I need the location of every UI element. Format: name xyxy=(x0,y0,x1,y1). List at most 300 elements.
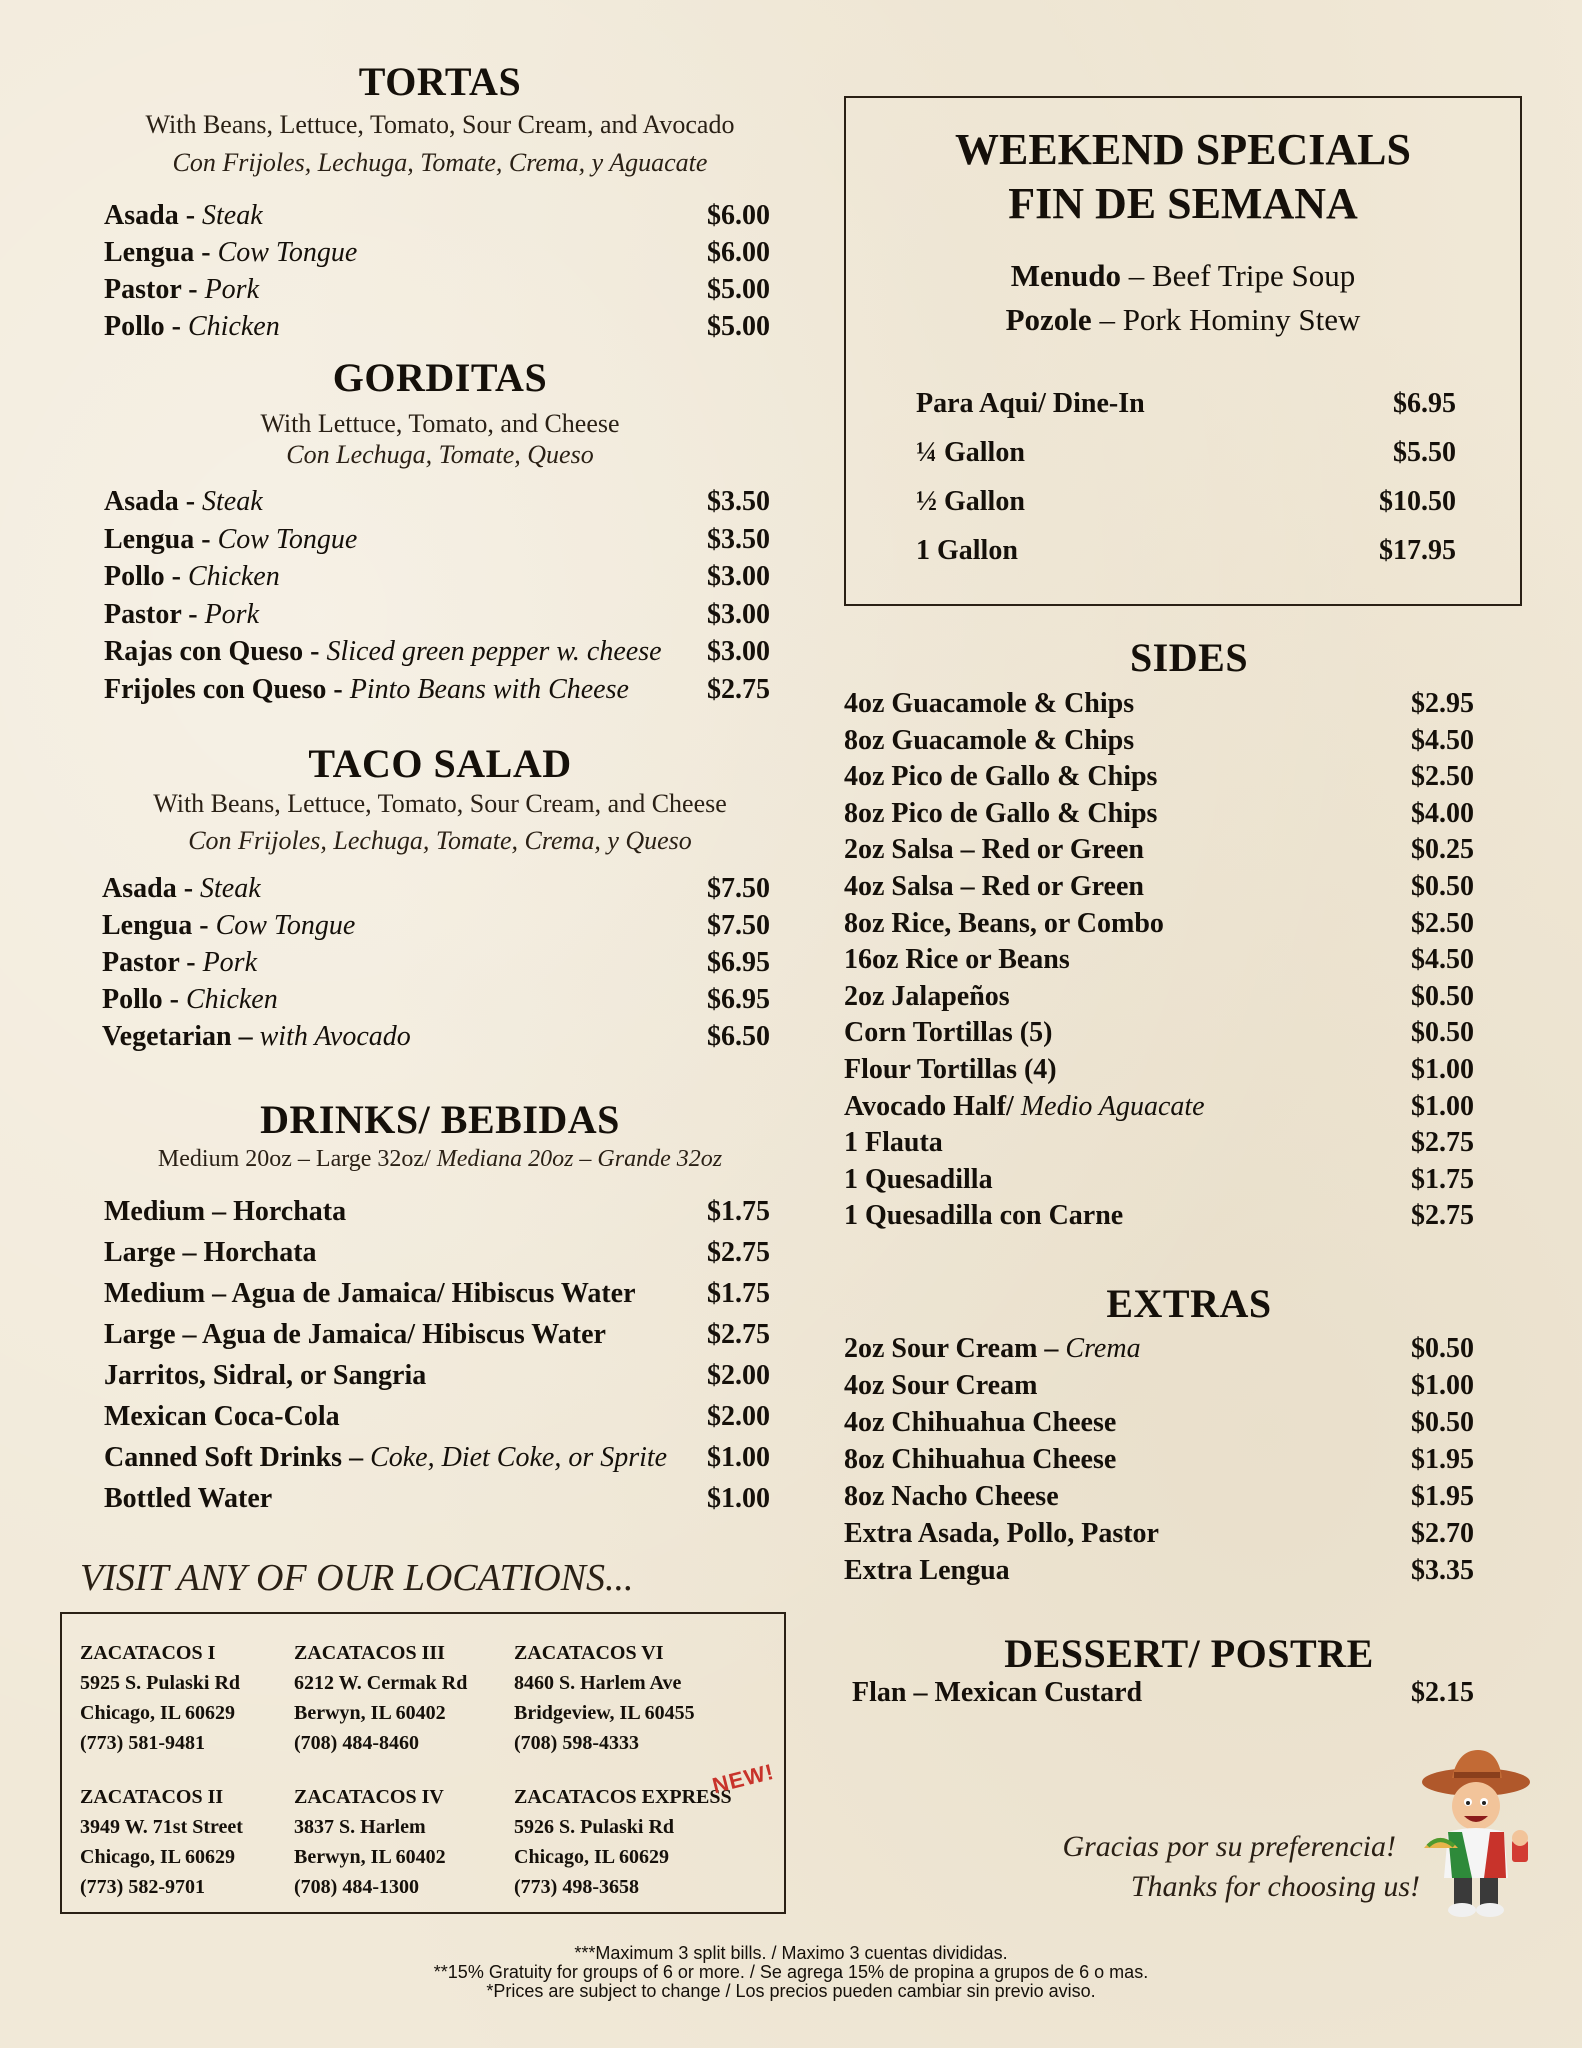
menu-item-title: Flan – Mexican Custard xyxy=(852,1677,1143,1708)
menu-item-name xyxy=(852,1677,1142,1709)
menu-item-price: $0.50 xyxy=(1411,1333,1474,1364)
menu-item-title: Asada xyxy=(104,200,179,231)
mascot-illustration xyxy=(1418,1748,1536,1920)
location-name: ZACATACOS I xyxy=(80,1642,216,1664)
menu-item-price: $1.00 xyxy=(707,1483,770,1514)
gorditas-title: GORDITAS xyxy=(332,355,548,400)
menu-item-title: Lengua xyxy=(104,523,195,555)
menu-item-description: with Avocado xyxy=(259,1021,411,1052)
menu-item xyxy=(104,200,770,237)
gorditas-list xyxy=(104,486,770,711)
menu-item-name xyxy=(844,1127,943,1159)
menu-item-name xyxy=(844,1091,1205,1123)
menu-item-name xyxy=(844,1017,1052,1049)
drinks-description-es: Mediana 20oz – Grande 32oz xyxy=(436,1146,723,1172)
menu-item xyxy=(104,1442,770,1483)
menu-item-price: $10.50 xyxy=(1379,486,1456,517)
menu-item-description: Pork xyxy=(202,947,258,978)
dessert-title: DESSERT/ POSTRE xyxy=(1004,1631,1374,1676)
menu-item-price: $3.50 xyxy=(707,486,770,517)
menu-item-name xyxy=(844,725,1134,757)
menu-item xyxy=(104,1278,770,1319)
menu-item-price: $2.50 xyxy=(1411,907,1474,939)
menu-item-title: Asada xyxy=(104,486,179,517)
menu-item xyxy=(852,1677,1474,1714)
menu-item-description: Medio Aguacate xyxy=(1020,1090,1205,1122)
menu-item xyxy=(844,834,1474,871)
tortas-title: TORTAS xyxy=(358,59,522,104)
location-street: 8460 S. Harlem Ave xyxy=(514,1672,682,1694)
menu-item-title: 2oz Salsa – Red or Green xyxy=(844,834,1144,866)
location-street: 5925 S. Pulaski Rd xyxy=(80,1672,241,1694)
menu-item-title: Frijoles con Queso xyxy=(104,673,327,705)
menu-item xyxy=(102,1021,770,1058)
menu-item-name xyxy=(916,437,1025,469)
menu-item-price: $0.50 xyxy=(1411,870,1474,902)
menu-item-price: $2.75 xyxy=(1411,1200,1474,1232)
pozole-name: Pozole xyxy=(1005,302,1092,337)
location-card xyxy=(514,1782,732,1902)
menu-item-title: Corn Tortillas (5) xyxy=(844,1017,1053,1049)
menu-item xyxy=(104,674,770,712)
location-street: 5926 S. Pulaski Rd xyxy=(514,1816,675,1838)
gorditas-description: With Lettuce, Tomato, and Cheese xyxy=(260,409,620,438)
weekend-dish-menudo xyxy=(846,258,1520,294)
menu-item xyxy=(844,761,1474,798)
locations-heading: VISIT ANY OF OUR LOCATIONS... xyxy=(80,1557,634,1599)
menu-item xyxy=(844,798,1474,835)
location-city: Bridgeview, IL 60455 xyxy=(514,1702,695,1724)
location-name: ZACATACOS IV xyxy=(294,1786,444,1808)
menu-item xyxy=(916,437,1456,486)
menu-item-price: $1.95 xyxy=(1411,1444,1474,1475)
menu-item xyxy=(844,725,1474,762)
menu-item xyxy=(844,981,1474,1018)
location-city: Berwyn, IL 60402 xyxy=(294,1846,446,1868)
menu-item-price: $5.00 xyxy=(707,274,770,305)
menu-item-separator: - xyxy=(176,873,201,904)
menu-item xyxy=(104,237,770,274)
menu-item-name xyxy=(104,1237,317,1269)
menu-item-price: $5.50 xyxy=(1393,437,1456,468)
menu-item-price: $2.75 xyxy=(707,673,770,705)
menu-item-name xyxy=(104,674,629,706)
menu-item-price: $0.50 xyxy=(1411,1407,1474,1438)
menu-item xyxy=(102,947,770,984)
thanks-line-en: Thanks for choosing us! xyxy=(1130,1870,1420,1903)
menu-item-price: $3.50 xyxy=(707,523,770,555)
menu-item-name xyxy=(844,798,1157,830)
menu-item-name xyxy=(104,311,280,343)
menu-item-price: $4.00 xyxy=(1411,797,1474,829)
menu-item xyxy=(844,1200,1474,1237)
menu-item xyxy=(844,688,1474,725)
gorditas-description-es: Con Lechuga, Tomate, Queso xyxy=(286,440,594,469)
menu-item-name xyxy=(104,1319,606,1351)
menu-item-price: $2.50 xyxy=(1411,761,1474,793)
weekend-sizes-list xyxy=(916,388,1456,584)
menu-item xyxy=(844,1127,1474,1164)
menu-item-name xyxy=(844,1200,1123,1232)
new-badge: NEW! xyxy=(709,1758,777,1799)
location-card xyxy=(80,1638,240,1758)
menu-item-price: $2.00 xyxy=(707,1401,770,1432)
weekend-specials-box xyxy=(844,96,1522,606)
menu-item-price: $0.25 xyxy=(1411,834,1474,866)
menu-item-title: Pastor xyxy=(102,947,180,978)
menu-item xyxy=(844,1091,1474,1128)
menu-item-description: Steak xyxy=(202,486,263,517)
location-card xyxy=(514,1638,695,1758)
menu-item-separator: - xyxy=(178,200,203,231)
menu-item-title: 8oz Guacamole & Chips xyxy=(844,724,1135,756)
menu-item-price: $1.00 xyxy=(1411,1370,1474,1401)
menu-item xyxy=(844,1370,1474,1407)
menu-item-name xyxy=(104,486,263,518)
menu-item xyxy=(104,1483,770,1524)
menu-item-price: $2.15 xyxy=(1411,1677,1474,1708)
menu-item-separator: – xyxy=(342,1442,371,1473)
weekend-title-es: FIN DE SEMANA xyxy=(1008,179,1358,228)
menu-item-name xyxy=(844,981,1010,1013)
menu-item xyxy=(844,1054,1474,1091)
menu-item-price: $1.95 xyxy=(1411,1481,1474,1512)
menu-item-separator: - xyxy=(194,237,218,268)
menu-item-title: Pollo xyxy=(102,984,163,1015)
menu-item-price: $2.70 xyxy=(1411,1518,1474,1549)
menu-item xyxy=(104,636,770,674)
menu-item-price: $3.00 xyxy=(707,561,770,592)
menu-item-description: Chicken xyxy=(188,561,280,592)
menu-item-title: ½ Gallon xyxy=(916,486,1025,517)
menu-item-price: $1.00 xyxy=(1411,1090,1474,1122)
menu-item-title: Extra Asada, Pollo, Pastor xyxy=(844,1518,1159,1549)
menu-item-name xyxy=(104,1401,340,1433)
menu-item xyxy=(104,1196,770,1237)
menu-item xyxy=(104,524,770,562)
menu-item-price: $6.95 xyxy=(1393,388,1456,419)
menu-item-name xyxy=(844,761,1157,793)
menu-item-price: $5.00 xyxy=(707,311,770,342)
menu-item xyxy=(844,1555,1474,1592)
menu-item-price: $4.50 xyxy=(1411,944,1474,976)
menu-item xyxy=(916,486,1456,535)
menu-item-name xyxy=(102,947,257,979)
drinks-title: DRINKS/ BEBIDAS xyxy=(260,1097,620,1142)
menu-item-name xyxy=(916,388,1145,420)
location-city: Chicago, IL 60629 xyxy=(80,1702,236,1724)
menu-item-name xyxy=(844,1164,993,1196)
menu-item-title: Rajas con Queso xyxy=(104,636,304,667)
menu-item-title: 1 Gallon xyxy=(916,535,1018,566)
menu-item-separator: - xyxy=(181,598,205,630)
menudo-desc: – Beef Tripe Soup xyxy=(1121,258,1356,293)
menudo-name: Menudo xyxy=(1010,258,1121,293)
menu-item-title: 8oz Nacho Cheese xyxy=(844,1481,1059,1512)
menu-item-name xyxy=(104,636,662,668)
menu-item-description: Steak xyxy=(200,873,261,904)
menu-item-name xyxy=(844,871,1144,903)
menu-item-price: $3.35 xyxy=(1411,1555,1474,1586)
tortas-list xyxy=(104,200,770,348)
menu-item xyxy=(104,561,770,599)
menu-item-price: $1.75 xyxy=(707,1196,770,1227)
menu-item-separator: - xyxy=(178,486,203,517)
footer-note-gratuity: **15% Gratuity for groups of 6 or more. / Se agrega 15% de propina a grupos de 6 o mas. xyxy=(433,1962,1149,1982)
drinks-description-en: Medium 20oz – Large 32oz/ xyxy=(157,1146,437,1172)
menu-item-title: 2oz Jalapeños xyxy=(844,980,1010,1012)
menu-item-description: Steak xyxy=(202,200,263,231)
menu-item-name xyxy=(104,274,259,306)
menu-item-title: Mexican Coca-Cola xyxy=(104,1401,340,1432)
menu-item-description: Crema xyxy=(1065,1333,1141,1364)
location-street: 3949 W. 71st Street xyxy=(80,1816,243,1838)
menu-item-title: Lengua xyxy=(102,910,193,941)
dessert-list xyxy=(852,1677,1474,1714)
menu-item-price: $3.00 xyxy=(707,598,770,630)
menu-item-name xyxy=(104,1196,346,1228)
extras-list xyxy=(844,1333,1474,1592)
menu-item-separator: - xyxy=(194,523,218,555)
menu-item-name xyxy=(844,1518,1159,1550)
menu-item xyxy=(104,1360,770,1401)
taco-salad-title: TACO SALAD xyxy=(308,741,572,786)
weekend-title: WEEKEND SPECIALS xyxy=(954,125,1411,174)
menu-item-separator: - xyxy=(192,910,216,941)
menu-item-price: $6.00 xyxy=(707,237,770,268)
menu-item-title: Asada xyxy=(102,873,177,904)
menu-item xyxy=(844,908,1474,945)
location-card xyxy=(294,1638,467,1758)
menu-item-description: Chicken xyxy=(186,984,278,1015)
menu-item-title: Medium – Agua de Jamaica/ Hibiscus Water xyxy=(104,1278,636,1309)
menu-item-name xyxy=(844,1444,1116,1476)
menu-item-name xyxy=(104,237,357,269)
menu-item-title: 1 Flauta xyxy=(844,1127,943,1159)
location-name: ZACATACOS II xyxy=(80,1786,224,1808)
sides-title: SIDES xyxy=(1129,635,1249,680)
menu-item-title: Pollo xyxy=(104,311,165,342)
menu-item-title: Bottled Water xyxy=(104,1483,273,1514)
menu-item-description: Cow Tongue xyxy=(217,523,358,555)
taco-salad-description: With Beans, Lettuce, Tomato, Sour Cream, and Cheese xyxy=(153,789,727,818)
menu-item xyxy=(844,1017,1474,1054)
menu-item xyxy=(844,871,1474,908)
menu-item-title: Large – Horchata xyxy=(104,1237,317,1268)
menu-item-name xyxy=(844,834,1144,866)
tortas-description-es: Con Frijoles, Lechuga, Tomate, Crema, y Aguacate xyxy=(172,148,708,177)
location-name: ZACATACOS III xyxy=(294,1642,445,1664)
location-city: Berwyn, IL 60402 xyxy=(294,1702,446,1724)
menu-item xyxy=(104,599,770,637)
menu-item xyxy=(844,1333,1474,1370)
menu-item-title: Avocado Half/ xyxy=(844,1090,1021,1122)
menu-item-title: Canned Soft Drinks xyxy=(104,1442,343,1473)
menu-item-title: Vegetarian xyxy=(102,1021,232,1052)
menu-item-title: Para Aqui/ Dine-In xyxy=(916,388,1145,419)
menu-item-title: Large – Agua de Jamaica/ Hibiscus Water xyxy=(104,1319,606,1350)
menu-item-description: Pork xyxy=(204,274,260,305)
menu-item-price: $17.95 xyxy=(1379,535,1456,566)
menu-item-title: 16oz Rice or Beans xyxy=(844,944,1070,976)
menu-item-price: $2.75 xyxy=(707,1237,770,1268)
menu-item-name xyxy=(844,1555,1010,1587)
menu-item-price: $0.50 xyxy=(1411,980,1474,1012)
menu-item-price: $3.00 xyxy=(707,636,770,667)
menu-item-name xyxy=(844,1370,1037,1402)
menu-item-title: 4oz Guacamole & Chips xyxy=(844,688,1135,719)
menu-item-name xyxy=(844,1054,1057,1086)
menu-item-price: $1.00 xyxy=(1411,1053,1474,1085)
location-name: ZACATACOS EXPRESS xyxy=(514,1786,732,1808)
weekend-dish-pozole xyxy=(846,302,1520,338)
menu-item-title: 4oz Sour Cream xyxy=(844,1370,1038,1401)
menu-item-name xyxy=(104,524,357,556)
menu-item-title: 4oz Pico de Gallo & Chips xyxy=(844,761,1158,793)
thanks-line-es: Gracias por su preferencia! xyxy=(1062,1830,1396,1863)
menu-item-title: 1 Quesadilla xyxy=(844,1163,993,1195)
menu-item-title: 8oz Chihuahua Cheese xyxy=(844,1444,1117,1475)
menu-item-name xyxy=(104,561,280,593)
location-phone: (773) 582-9701 xyxy=(80,1876,205,1898)
extras-title: EXTRAS xyxy=(1106,1281,1272,1326)
menu-item-title: Extra Lengua xyxy=(844,1555,1010,1586)
menu-item-name xyxy=(916,535,1018,567)
menu-item-title: 1 Quesadilla con Carne xyxy=(844,1200,1124,1232)
menu-item xyxy=(916,535,1456,584)
location-city: Chicago, IL 60629 xyxy=(80,1846,236,1868)
menu-item-description: Coke, Diet Coke, or Sprite xyxy=(370,1442,668,1473)
menu-item-name xyxy=(916,486,1025,518)
menu-item-price: $2.95 xyxy=(1411,688,1474,719)
menu-item-description: Pinto Beans with Cheese xyxy=(349,673,629,705)
menu-item-separator: - xyxy=(164,561,188,592)
menu-item-price: $6.95 xyxy=(707,947,770,978)
menu-item-price: $0.50 xyxy=(1411,1017,1474,1049)
location-name: ZACATACOS VI xyxy=(514,1642,664,1664)
footer-note-split-bills: ***Maximum 3 split bills. / Maximo 3 cuentas divididas. xyxy=(574,1943,1008,1963)
location-phone: (708) 598-4333 xyxy=(514,1732,639,1754)
menu-item-description: Sliced green pepper w. cheese xyxy=(326,636,662,667)
menu-item-name xyxy=(102,873,261,905)
menu-item-price: $4.50 xyxy=(1411,724,1474,756)
location-phone: (773) 498-3658 xyxy=(514,1876,639,1898)
menu-item-title: ¼ Gallon xyxy=(916,437,1025,468)
menu-item-price: $6.00 xyxy=(707,200,770,231)
menu-item-title: Lengua xyxy=(104,237,195,268)
menu-item xyxy=(844,1164,1474,1201)
menu-item-name xyxy=(104,599,259,631)
menu-item-separator: - xyxy=(326,673,350,705)
menu-item-title: 8oz Pico de Gallo & Chips xyxy=(844,797,1158,829)
menu-item-price: $1.00 xyxy=(707,1442,770,1473)
menu-item-name xyxy=(102,910,355,942)
menu-item-title: Pollo xyxy=(104,561,165,592)
menu-item-separator: - xyxy=(162,984,186,1015)
menu-item-name xyxy=(104,1442,667,1474)
menu-item-name xyxy=(844,688,1134,720)
menu-item-description: Chicken xyxy=(188,311,280,342)
menu-item xyxy=(844,1518,1474,1555)
menu-item-title: 2oz Sour Cream – xyxy=(844,1333,1066,1364)
menu-item xyxy=(844,944,1474,981)
menu-item-price: $2.75 xyxy=(1411,1127,1474,1159)
menu-item-name xyxy=(844,944,1070,976)
menu-item-price: $2.00 xyxy=(707,1360,770,1391)
menu-item-description: Cow Tongue xyxy=(217,237,358,268)
menu-item-separator: - xyxy=(303,636,327,667)
taco-salad-description-es: Con Frijoles, Lechuga, Tomate, Crema, y Queso xyxy=(188,826,692,855)
menu-item-description: Cow Tongue xyxy=(215,910,356,941)
menu-item xyxy=(844,1481,1474,1518)
menu-item xyxy=(844,1444,1474,1481)
taco-salad-list xyxy=(102,873,770,1058)
tortas-description: With Beans, Lettuce, Tomato, Sour Cream, and Avocado xyxy=(145,110,735,139)
location-phone: (708) 484-1300 xyxy=(294,1876,419,1898)
menu-item-separator: - xyxy=(164,311,188,342)
menu-item xyxy=(104,1237,770,1278)
location-card xyxy=(80,1782,243,1902)
menu-item-price: $1.75 xyxy=(707,1278,770,1309)
menu-item-name xyxy=(104,1360,426,1392)
location-phone: (708) 484-8460 xyxy=(294,1732,419,1754)
menu-item-title: Flour Tortillas (4) xyxy=(844,1053,1057,1085)
menu-item-name xyxy=(104,1483,272,1515)
pozole-desc: – Pork Hominy Stew xyxy=(1091,302,1361,337)
drinks-list xyxy=(104,1196,770,1524)
menu-item-price: $2.75 xyxy=(707,1319,770,1350)
menu-item xyxy=(104,1319,770,1360)
location-street: 6212 W. Cermak Rd xyxy=(294,1672,468,1694)
menu-item-name xyxy=(104,200,263,232)
menu-item-name xyxy=(844,1407,1116,1439)
menu-item-title: Medium – Horchata xyxy=(104,1196,347,1227)
menu-item-name xyxy=(844,1333,1141,1365)
menu-item-separator: - xyxy=(181,274,205,305)
menu-item xyxy=(104,1401,770,1442)
menu-item-title: Jarritos, Sidral, or Sangria xyxy=(104,1360,427,1391)
menu-item xyxy=(102,910,770,947)
sides-list xyxy=(844,688,1474,1237)
location-street: 3837 S. Harlem xyxy=(294,1816,426,1838)
menu-item xyxy=(104,311,770,348)
menu-item-price: $6.50 xyxy=(707,1021,770,1052)
menu-item-name xyxy=(102,1021,411,1053)
menu-item-price: $7.50 xyxy=(707,873,770,904)
menu-item-description: Pork xyxy=(204,598,260,630)
drinks-description xyxy=(60,1146,820,1173)
menu-item-price: $6.95 xyxy=(707,984,770,1015)
menu-item-price: $7.50 xyxy=(707,910,770,941)
menu-item-name xyxy=(844,908,1164,940)
menu-item xyxy=(916,388,1456,437)
menu-item-title: 4oz Salsa – Red or Green xyxy=(844,870,1144,902)
menu-item-price: $1.75 xyxy=(1411,1163,1474,1195)
location-card xyxy=(294,1782,446,1902)
menu-item-title: Pastor xyxy=(104,598,182,630)
menu-item xyxy=(102,984,770,1021)
menu-item-title: Pastor xyxy=(104,274,182,305)
menu-item-separator: - xyxy=(179,947,203,978)
location-city: Chicago, IL 60629 xyxy=(514,1846,670,1868)
footer-note-prices: *Prices are subject to change / Los precios pueden cambiar sin previo aviso. xyxy=(486,1981,1096,2001)
menu-item xyxy=(104,486,770,524)
menu-item-name xyxy=(104,1278,636,1310)
menu-item-title: 8oz Rice, Beans, or Combo xyxy=(844,907,1164,939)
menu-item-name xyxy=(102,984,278,1016)
menu-item xyxy=(104,274,770,311)
location-phone: (773) 581-9481 xyxy=(80,1732,205,1754)
